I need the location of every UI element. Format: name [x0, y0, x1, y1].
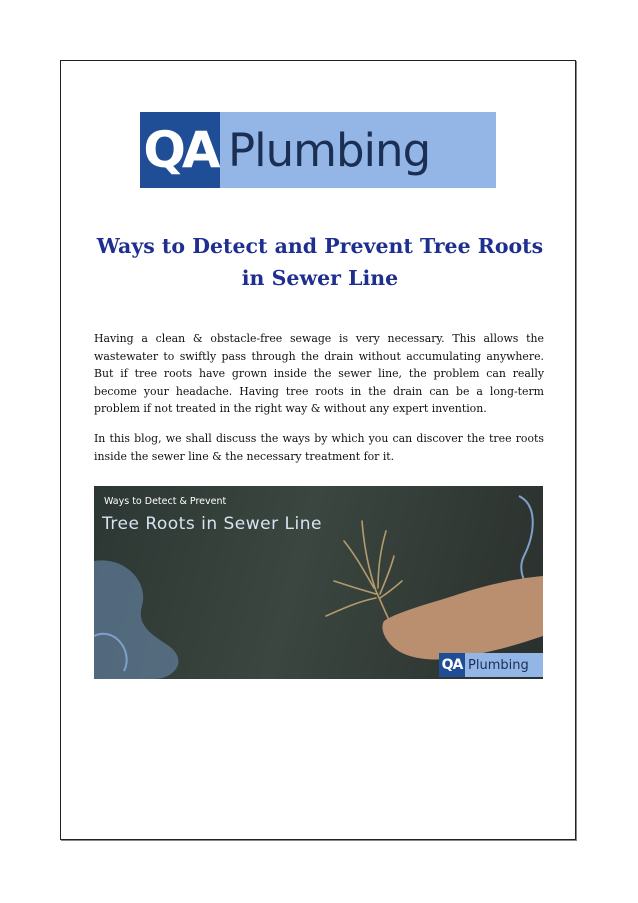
- blue-blob-left: [94, 560, 178, 679]
- intro-paragraph: Having a clean & obstacle-free sewage is very necessary. This allows the wastewater to swiftly pass through the drain without accumulating anywhere. But if tree roots have grown inside the sewer line, the problem can really become your headache. Having tree roots in the drain can be a long-term problem if not treated in the right way & without any expert invention.: [94, 332, 544, 415]
- banner-logo-name: Plumbing: [465, 653, 543, 677]
- article-title: Ways to Detect and Prevent Tree Roots in Sewer Line: [96, 234, 544, 290]
- qa-plumbing-logo: [140, 112, 496, 188]
- banner-logo: [439, 653, 543, 677]
- banner-logo-mark: QA: [439, 653, 465, 677]
- logo-name: Plumbing: [220, 112, 496, 188]
- logo-mark: QA: [140, 112, 220, 188]
- tree-roots-icon: [326, 521, 402, 622]
- hand-icon: [382, 576, 543, 660]
- banner-headline: Tree Roots in Sewer Line: [102, 514, 322, 534]
- article-banner-image: [94, 486, 543, 679]
- banner-subtitle: Ways to Detect & Prevent: [104, 496, 227, 507]
- blog-summary-paragraph: In this blog, we shall discuss the ways by which you can discover the tree roots inside the sewer line & the necessary treatment for it.: [94, 432, 544, 463]
